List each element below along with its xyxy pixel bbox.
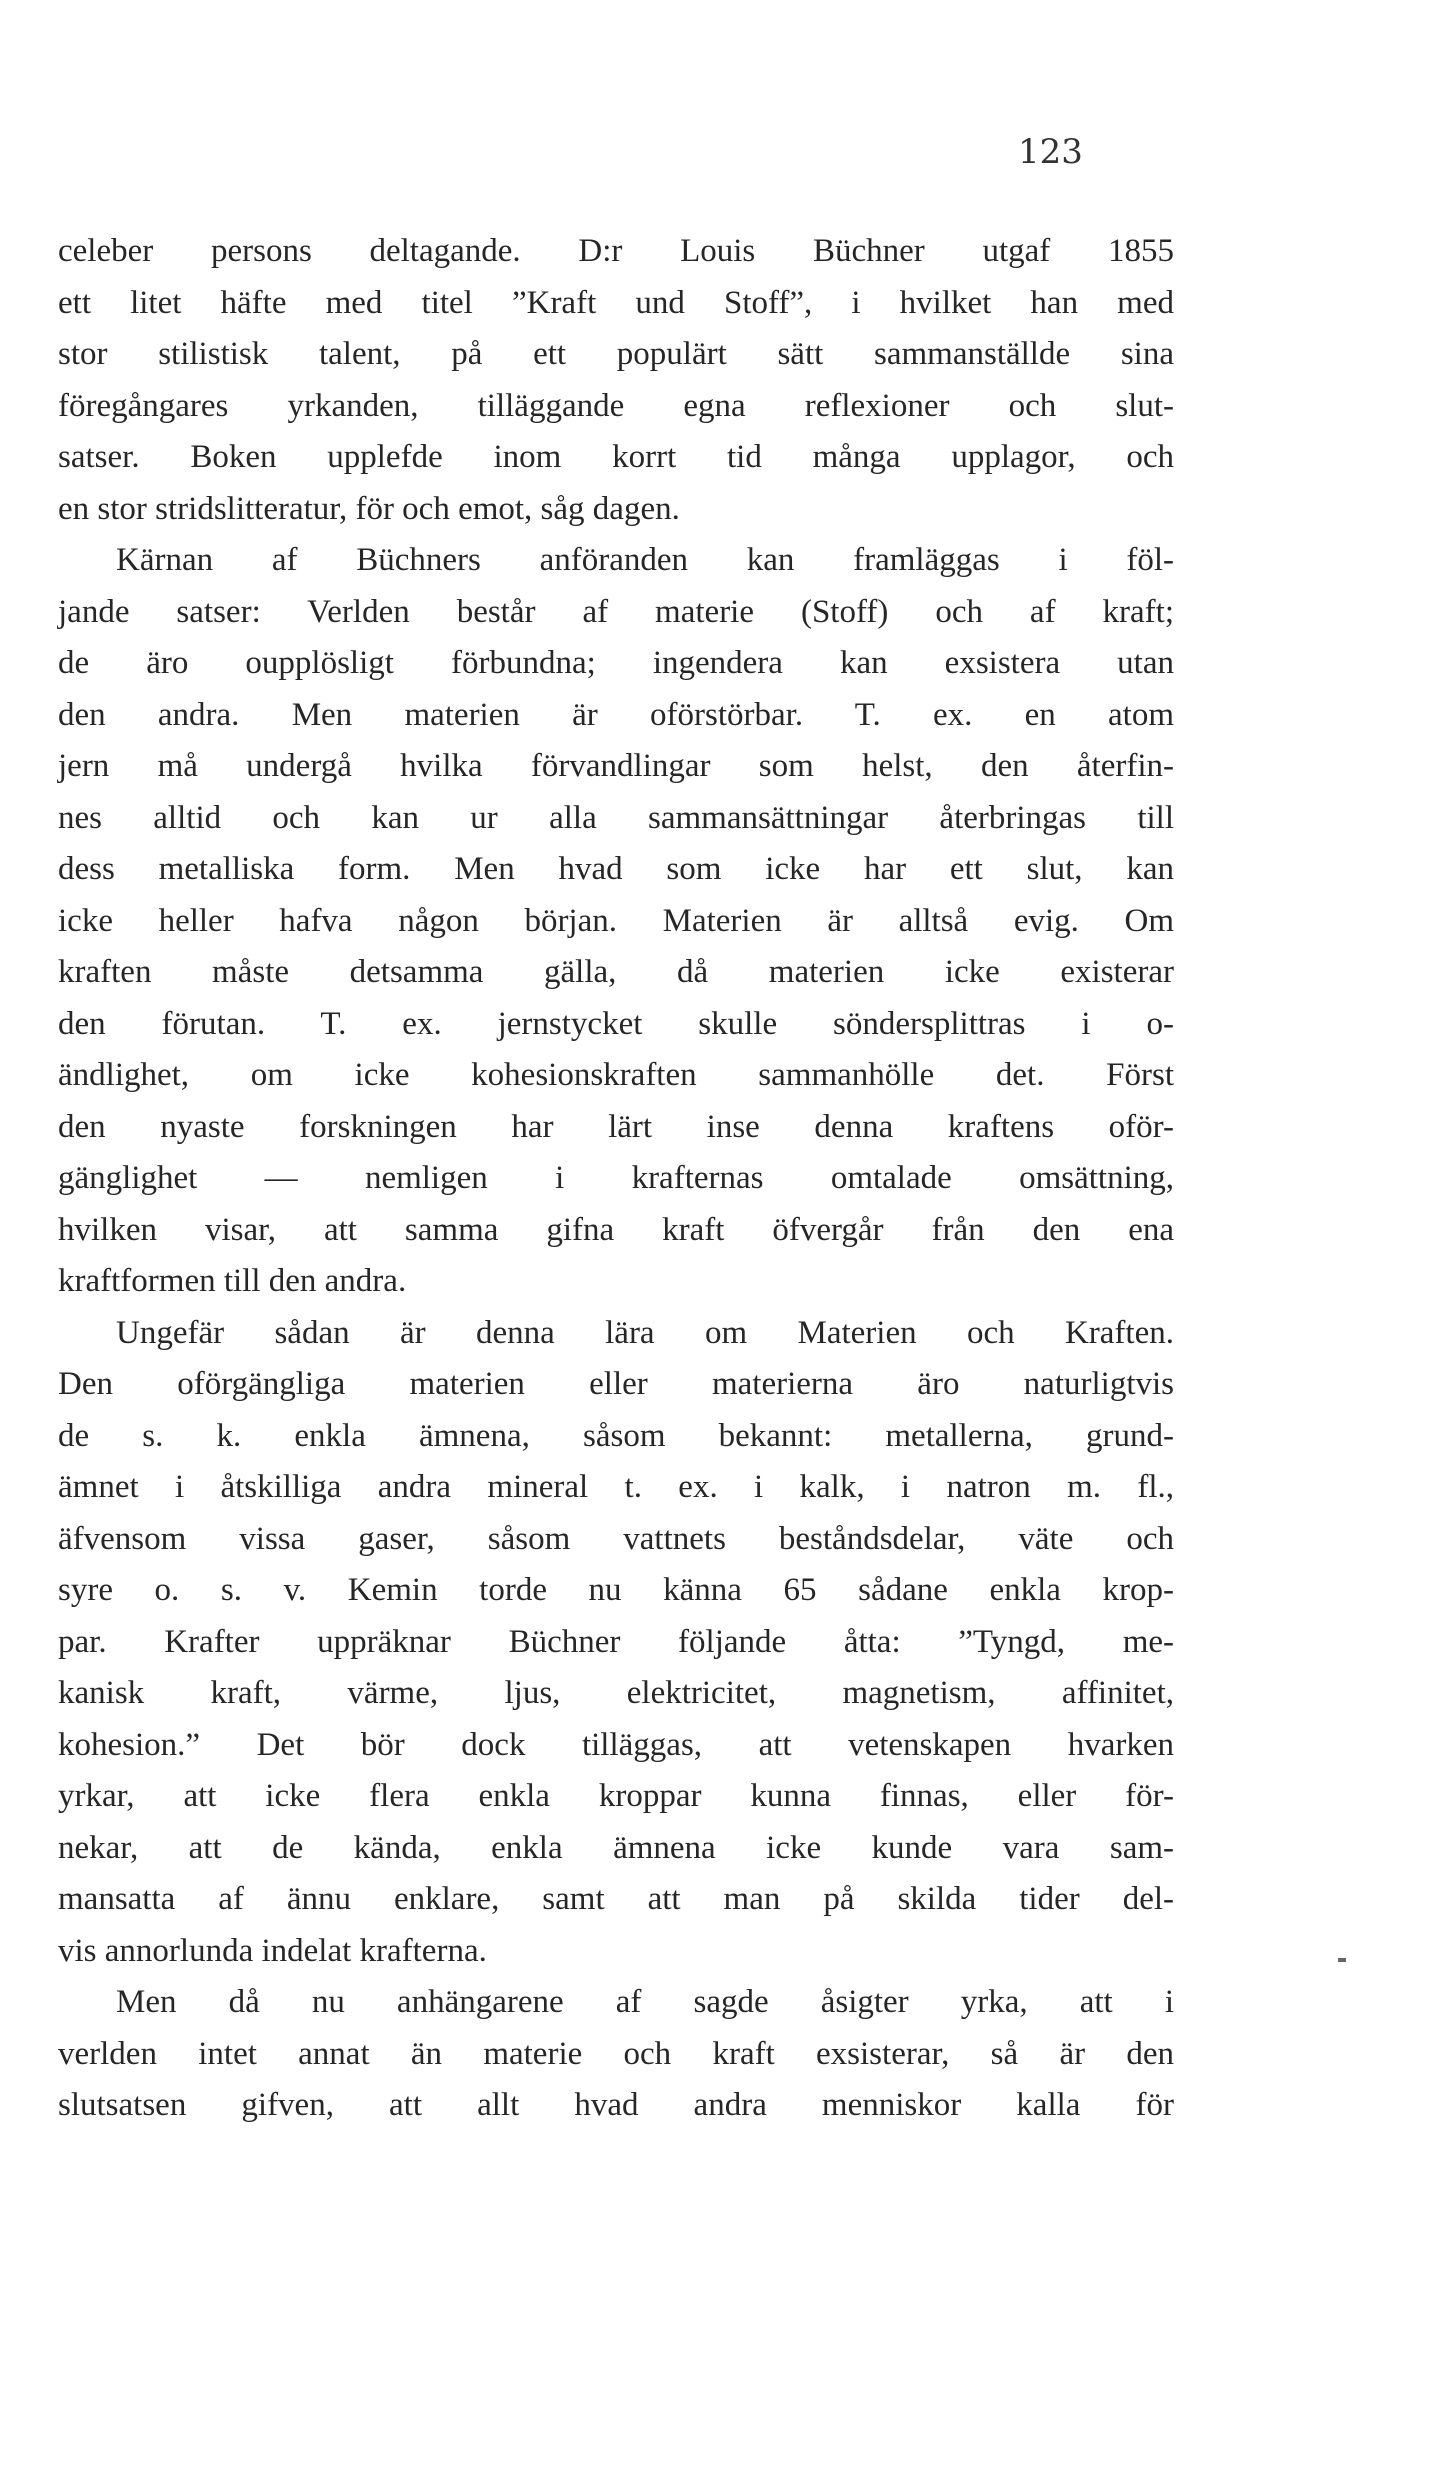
text-line: yrkar, att icke flera enkla kroppar kunna finnas, eller för- <box>58 1778 1174 1814</box>
text-line: syre o. s. v. Kemin torde nu känna 65 sådane enkla krop- <box>58 1572 1174 1608</box>
text-line: Ungefär sådan är denna lära om Materien och Kraften. <box>116 1314 1174 1351</box>
page-number: 123 <box>1018 132 1083 172</box>
text-line: slutsatsen gifven, att allt hvad andra menniskor kalla för <box>58 2087 1174 2123</box>
text-line: föregångares yrkanden, tilläggande egna reflexioner och slut- <box>58 387 1174 424</box>
text-line: en stor stridslitteratur, för och emot, såg dagen. <box>58 490 680 527</box>
text-line: celeber persons deltagande. D:r Louis Büchner utgaf 1855 <box>58 233 1174 269</box>
margin-mark <box>1338 1958 1346 1962</box>
text-line: de äro oupplösligt förbundna; ingendera kan exsistera utan <box>58 645 1174 681</box>
text-line: kanisk kraft, värme, ljus, elektricitet, magnetism, affinitet, <box>58 1675 1174 1711</box>
text-line: ämnet i åtskilliga andra mineral t. ex. i kalk, i natron m. fl., <box>58 1469 1174 1505</box>
text-line: den andra. Men materien är oförstörbar. T. ex. en atom <box>58 696 1174 733</box>
text-line: nekar, att de kända, enkla ämnena icke kunde vara sam- <box>58 1829 1174 1866</box>
text-line: ändlighet, om icke kohesionskraften sammanhölle det. Först <box>58 1057 1174 1093</box>
text-line: dess metalliska form. Men hvad som icke har ett slut, kan <box>58 851 1174 887</box>
text-line: Den oförgängliga materien eller materierna äro naturligtvis <box>58 1366 1174 1402</box>
text-line: stor stilistisk talent, på ett populärt sätt sammanställde sina <box>58 336 1174 372</box>
text-line: den förutan. T. ex. jernstycket skulle söndersplittras i o- <box>58 1005 1174 1042</box>
text-line: verlden intet annat än materie och kraft exsisterar, så är den <box>58 2035 1174 2072</box>
text-line: par. Krafter uppräknar Büchner följande åtta: ”Tyngd, me- <box>58 1623 1174 1660</box>
text-line: ett litet häfte med titel ”Kraft und Stoff”, i hvilket han med <box>58 284 1174 321</box>
body-text <box>58 226 1174 2132</box>
text-line: Men då nu anhängarene af sagde åsigter yrka, att i <box>116 1984 1174 2020</box>
text-line: äfvensom vissa gaser, såsom vattnets beståndsdelar, väte och <box>58 1520 1174 1557</box>
text-line: nes alltid och kan ur alla sammansättningar återbringas till <box>58 799 1174 836</box>
text-line: gänglighet — nemligen i krafternas omtalade omsättning, <box>58 1160 1174 1196</box>
text-line: kohesion.” Det bör dock tilläggas, att vetenskapen hvarken <box>58 1726 1174 1763</box>
text-line: Kärnan af Büchners anföranden kan framläggas i föl- <box>116 542 1174 578</box>
text-line: de s. k. enkla ämnena, såsom bekannt: metallerna, grund- <box>58 1417 1174 1454</box>
text-line: jern må undergå hvilka förvandlingar som helst, den återfin- <box>58 748 1174 784</box>
text-line: jande satser: Verlden består af materie (Stoff) och af kraft; <box>58 593 1174 630</box>
text-line: vis annorlunda indelat krafterna. <box>58 1932 487 1969</box>
text-line: kraften måste detsamma gälla, då materien icke existerar <box>58 954 1174 990</box>
text-line: hvilken visar, att samma gifna kraft öfvergår från den ena <box>58 1211 1174 1248</box>
text-line: icke heller hafva någon början. Materien är alltså evig. Om <box>58 902 1174 939</box>
text-line: kraftformen till den andra. <box>58 1263 407 1299</box>
text-line: den nyaste forskningen har lärt inse denna kraftens oför- <box>58 1108 1174 1145</box>
text-line: satser. Boken upplefde inom korrt tid många upplagor, och <box>58 439 1174 475</box>
text-line: mansatta af ännu enklare, samt att man på skilda tider del- <box>58 1881 1174 1917</box>
